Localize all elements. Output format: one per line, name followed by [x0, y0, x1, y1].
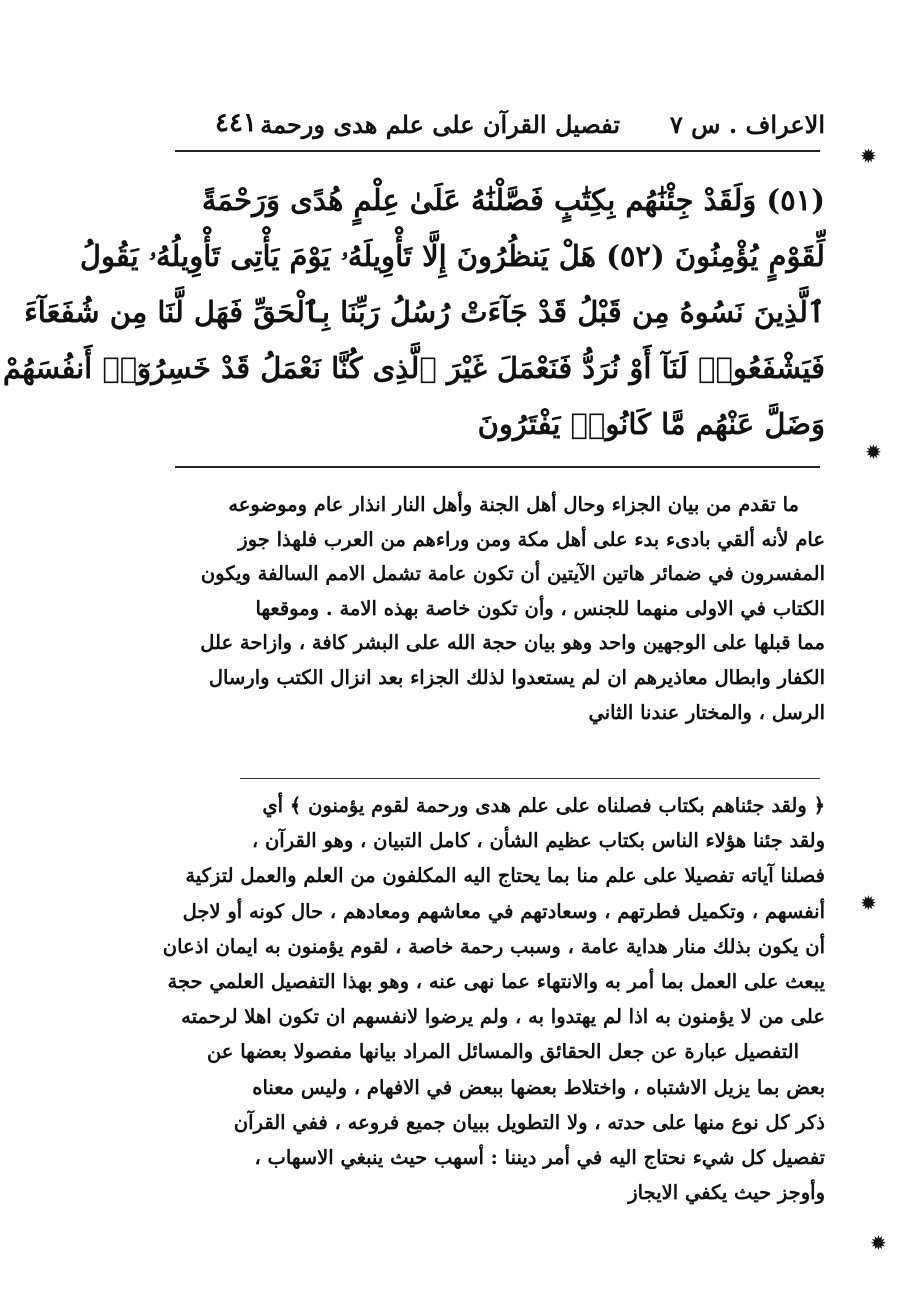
commentary-line: الكفار وابطال معاذيرهم ان لم يستعدوا لذلك الجزاء بعد انزال الكتب وارسال — [208, 665, 825, 689]
commentary-verse-51 — [162, 788, 825, 1210]
verse-line: (٥١) وَلَقَدْ جِئْنَٰهُم بِكِتَٰبٍ فَصَّلْنَٰهُ عَلَىٰ عِلْمٍ هُدًى وَرَحْمَةً — [201, 183, 825, 217]
commentary-line: على من لا يؤمنون به اذا لم يهتدوا به ، ولم يرضوا لانفسهم ان تكون اهلا لرحمته — [181, 1005, 825, 1029]
commentary-line: أنفسهم ، وتكميل فطرتهم ، وسعادتهم في معاشهم ومعادهم ، حال كونه أو لاجل — [182, 899, 825, 923]
commentary-line: عام لأنه ألقي بادىء بدء على أهل مكة ومن وراءهم من العرب فلهذا جوز — [238, 527, 825, 551]
commentary-line: مما قبلها على الوجهين واحد وهو بيان حجة الله على البشر كافة ، وازاحة علل — [200, 631, 825, 655]
verse-line: وَضَلَّ عَنْهُم مَّا كَانُوا۟ يَفْتَرُونَ — [477, 407, 825, 441]
commentary-line: التفصيل عبارة عن جعل الحقائق والمسائل المراد بيانها مفصولا بعضها عن — [206, 1040, 799, 1064]
commentary-line: ولقد جئنا هؤلاء الناس بكتاب عظيم الشأن ، كامل التبيان ، وهو القرآن ، — [251, 829, 825, 853]
page-number: ٤٤١ — [215, 108, 257, 138]
commentary-line: الرسل ، والمختار عندنا الثاني — [588, 700, 825, 724]
header-rule — [175, 150, 820, 152]
commentary-intro — [170, 488, 825, 730]
section-divider-rule — [240, 778, 820, 779]
commentary-line: أن يكون بذلك منار هداية عامة ، وسبب رحمة خاصة ، لقوم يؤمنون به ايمان اذعان — [162, 934, 825, 958]
commentary-line: يبعث على العمل بما أمر به والانتهاء عما نهى عنه ، وهو بهذا التفصيل العلمي حجة — [167, 970, 825, 994]
verse-line: لِّقَوْمٍ يُؤْمِنُونَ (٥٢) هَلْ يَنظُرُونَ إِلَّا تَأْوِيلَهُۥ يَوْمَ يَأْتِى تَأْوِيلُهُۥ يَقُولُ — [79, 239, 825, 273]
verse-line: فَيَشْفَعُوا۟ لَنَآ أَوْ نُرَدُّ فَنَعْمَلَ غَيْرَ ٱلَّذِى كُنَّا نَعْمَلُ قَدْ خَسِرُوٓا۟ أَنفُسَهُمْ — [2, 351, 825, 385]
verse-separator-rule — [175, 466, 820, 468]
running-header — [175, 104, 825, 144]
commentary-line: الكتاب في الاولى منهما للجنس ، وأن تكون خاصة بهذه الامة . وموقعها — [255, 596, 825, 620]
surah-reference: الاعراف . س ٧ — [669, 110, 825, 139]
section-title: تفصيل القرآن على علم هدى ورحمة — [260, 110, 620, 139]
commentary-line: ﴿ ولقد جئناهم بكتاب فصلناه على علم هدى ورحمة لقوم يؤمنون ﴾ أي — [262, 794, 825, 817]
commentary-line: تفصيل كل شيء نحتاج اليه في أمر ديننا : أسهب حيث ينبغي الاسهاب ، — [254, 1146, 825, 1170]
commentary-line: وأوجز حيث يكفي الايجاز — [628, 1181, 825, 1205]
commentary-line: ذكر كل نوع منها على حدته ، ولا التطويل ببيان جميع فروعه ، ففي القرآن — [233, 1110, 825, 1134]
commentary-line: ما تقدم من بيان الجزاء وحال أهل الجنة وأهل النار انذار عام وموضوعه — [228, 493, 799, 516]
commentary-line: المفسرون في ضمائر هاتين الآيتين أن تكون عامة تشمل الامم السالفة ويكون — [200, 562, 825, 586]
commentary-line: بعض بما يزيل الاشتباه ، واختلاط بعضها ببعض في الافهام ، وليس معناه — [252, 1075, 825, 1099]
commentary-line: فصلنا آياته تفصيلا على علم منا بما يحتاج اليه المكلفون من العلم والعمل لتزكية — [185, 864, 825, 888]
verse-line: ٱلَّذِينَ نَسُوهُ مِن قَبْلُ قَدْ جَآءَتْ رُسُلُ رَبِّنَا بِٱلْحَقِّ فَهَل لَّنَا مِن شُفَعَآءَ — [24, 295, 825, 329]
quran-verse-block — [2, 172, 825, 452]
